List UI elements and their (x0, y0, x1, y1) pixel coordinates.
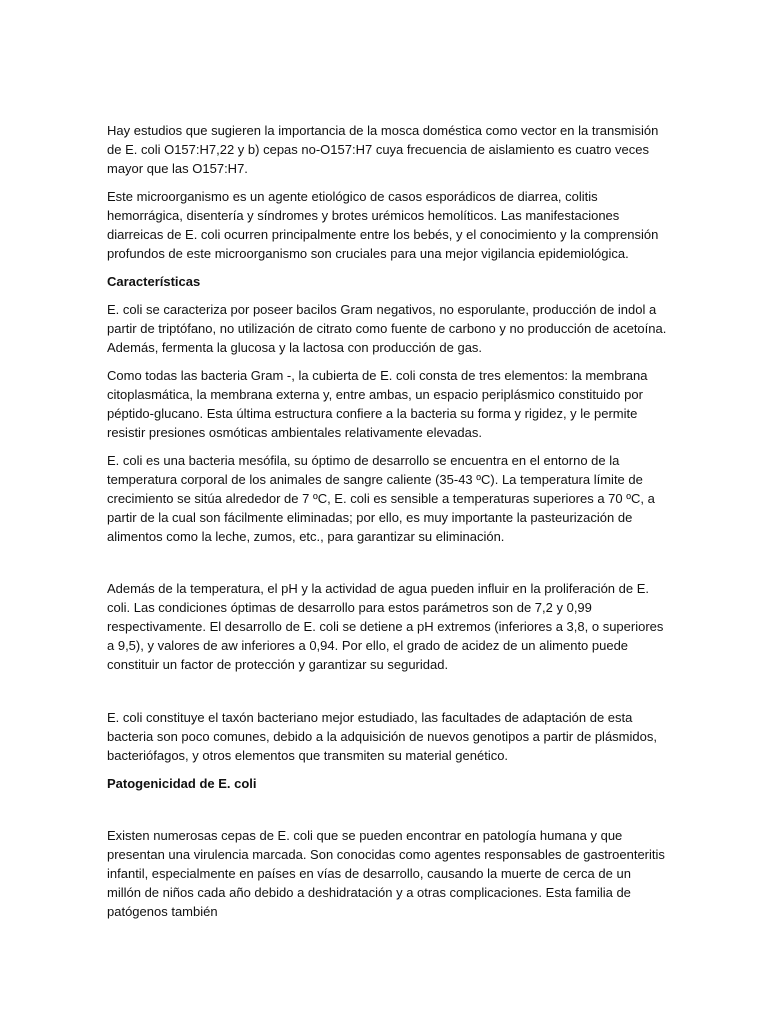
paragraph-cubierta: Como todas las bacteria Gram -, la cubierta de E. coli consta de tres elementos: la membrana citoplasmática, la membrana externa y, entre ambas, un espacio periplásmico constituido por péptido-glucano. Esta última estructura confiere a la bacteria su forma y rigidez, y le permite resistir presiones osmóticas ambientales relativamente elevadas. (107, 368, 648, 440)
paragraph-mesofila: E. coli es una bacteria mesófila, su óptimo de desarrollo se encuentra en el entorno de la temperatura corporal de los animales de sangre caliente (35-43 ºC). La temperatura límite de crecimiento se sitúa alrededor de 7 ºC, E. coli es sensible a temperaturas superiores a 70 ºC, a partir de la cual son fácilmente eliminadas; por ello, es muy importante la pasteurización de alimentos como la leche, zumos, etc., para garantizar su eliminación. (107, 453, 655, 544)
paragraph-bacilos-gram: E. coli se caracteriza por poseer bacilos Gram negativos, no esporulante, producción de indol a partir de triptófano, no utilización de citrato como fuente de carbono y no producción de acetoína. Además, fermenta la glucosa y la lactosa con producción de gas. (107, 302, 667, 355)
paragraph-taxon-bacteriano: E. coli constituye el taxón bacteriano mejor estudiado, las facultades de adaptación de esta bacteria son poco comunes, debido a la adquisición de nuevos genotipos a partir de plásmidos, bacteriófagos, y otros elementos que transmiten su material genético. (107, 710, 657, 763)
paragraph-mosca-domestica: Hay estudios que sugieren la importancia de la mosca doméstica como vector en la transmisión de E. coli O157:H7,22 y b) cepas no-O157:H7 cuya frecuencia de aislamiento es cuatro veces mayor que las O157:H7. (107, 123, 659, 176)
heading-caracteristicas: Características (107, 274, 201, 289)
heading-patogenicidad: Patogenicidad de E. coli (107, 776, 257, 791)
paragraph-ph-actividad-agua: Además de la temperatura, el pH y la actividad de agua pueden influir en la proliferación de E. coli. Las condiciones óptimas de desarrollo para estos parámetros son de 7,2 y 0,99 respectivamente. El desarrollo de E. coli se detiene a pH extremos (inferiores a 3,8, o superiores a 9,5), y valores de aw inferiores a 0,94. Por ello, el grado de acidez de un alimento puede constituir un factor de protección y garantizar su seguridad. (107, 581, 664, 672)
document-body (107, 121, 667, 930)
paragraph-agente-etiologico: Este microorganismo es un agente etiológico de casos esporádicos de diarrea, colitis hemorrágica, disentería y síndromes y brotes urémicos hemolíticos. Las manifestaciones diarreicas de E. coli ocurren principalmente entre los bebés, y el conocimiento y la comprensión profundos de este microorganismo son cruciales para una mejor vigilancia epidemiológica. (107, 189, 659, 261)
paragraph-cepas-patogenas: Existen numerosas cepas de E. coli que se pueden encontrar en patología humana y que presentan una virulencia marcada. Son conocidas como agentes responsables de gastroenteritis infantil, especialmente en países en vías de desarrollo, causando la muerte de cerca de un millón de niños cada año debido a deshidratación y a otras complicaciones. Esta familia de patógenos también (107, 828, 665, 919)
